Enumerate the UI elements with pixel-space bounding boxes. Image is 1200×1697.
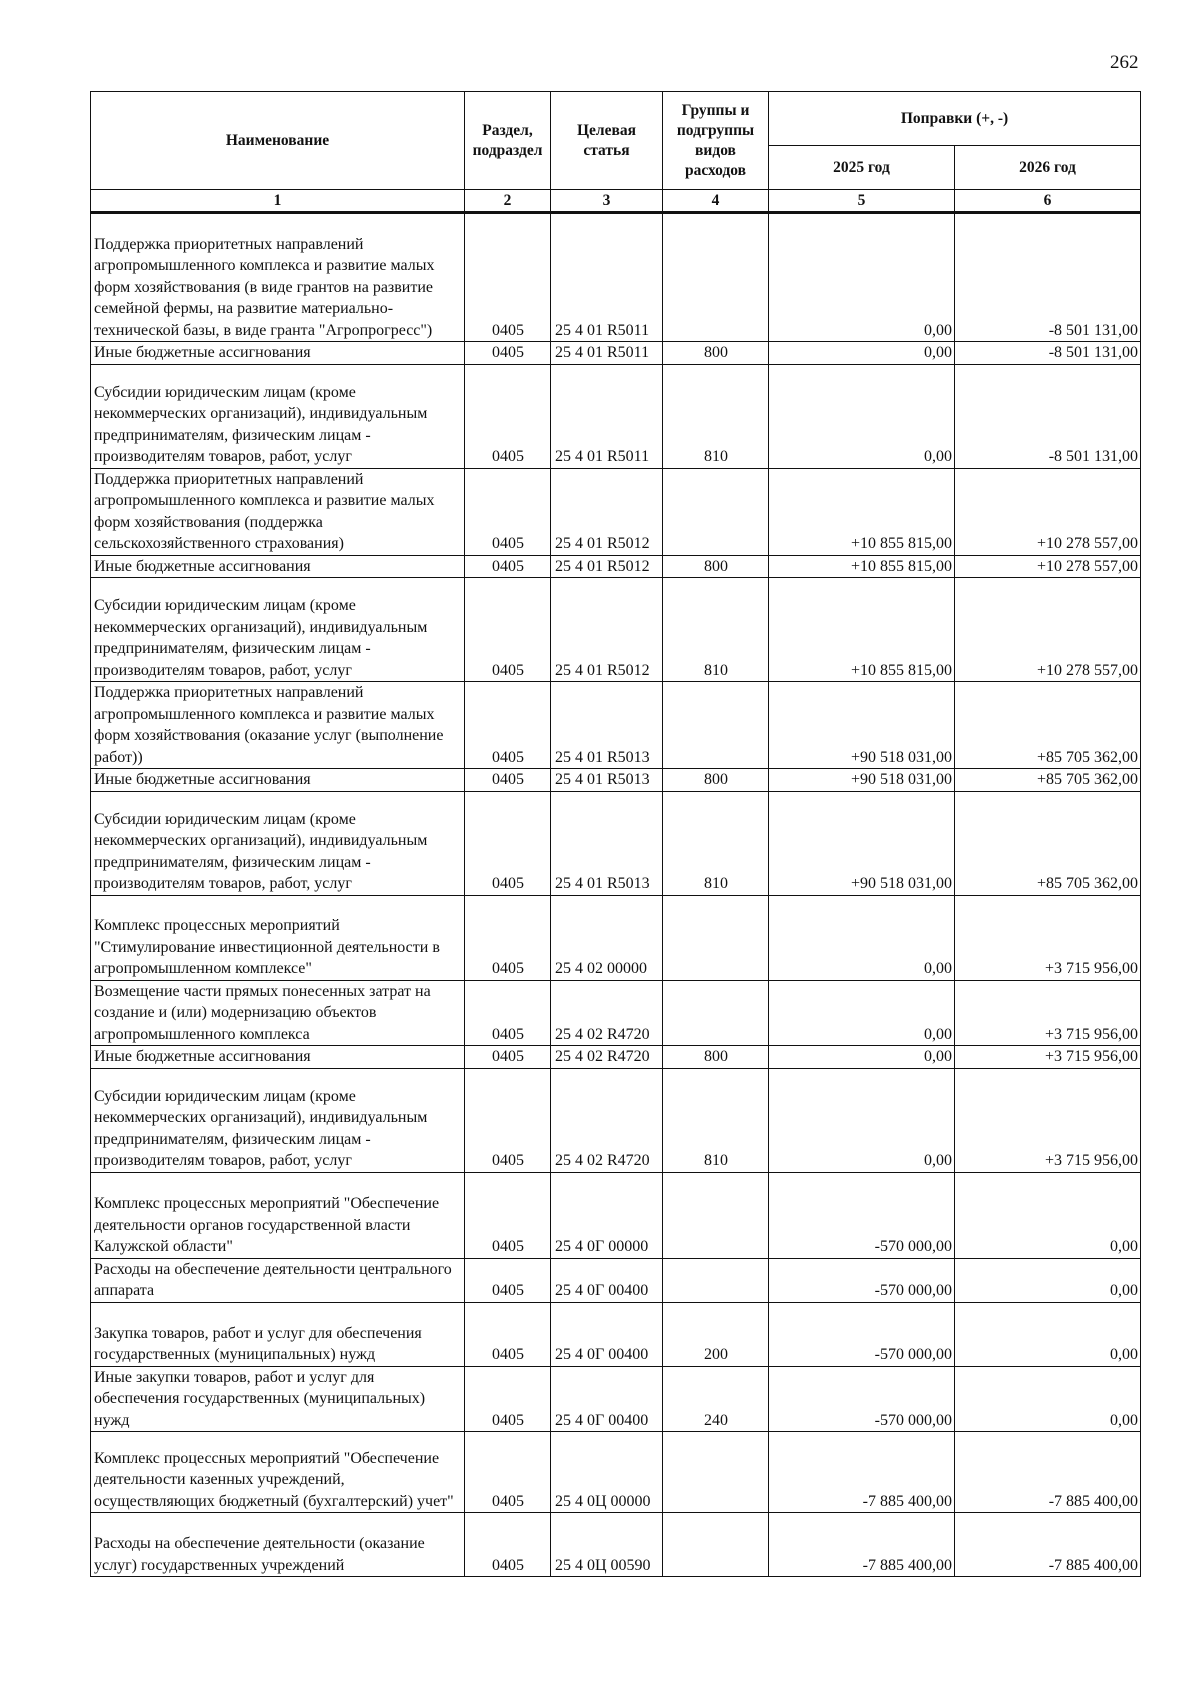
row-amount-2026: -8 501 131,00 [955,364,1141,468]
header-target: Целевая статья [551,92,663,190]
row-name: Иные закупки товаров, работ и услуг для обеспечения государственных (муниципальных) нужд [91,1366,465,1432]
row-section: 0405 [465,1046,551,1069]
header-groups: Группы и подгруппы видов расходов [663,92,769,190]
row-name: Поддержка приоритетных направлений агропромышленного комплекса и развитие малых форм хозяйствования (оказание услуг (выполнение работ)) [91,682,465,769]
row-group [663,468,769,555]
row-amount-2026: +3 715 956,00 [955,1068,1141,1172]
table-row [91,213,1141,342]
row-name: Поддержка приоритетных направлений агропромышленного комплекса и развитие малых форм хозяйствования (в виде грантов на развитие семейной фермы, на развитие материально-технической базы, в виде гранта "Агропрогресс") [91,213,465,342]
row-target: 25 4 01 R5011 [551,213,663,342]
row-group [663,1432,769,1513]
table-row [91,1046,1141,1069]
row-section: 0405 [465,791,551,895]
row-group [663,1513,769,1577]
row-section: 0405 [465,213,551,342]
row-amount-2025: +90 518 031,00 [769,791,955,895]
row-amount-2026: 0,00 [955,1258,1141,1302]
table-row [91,791,1141,895]
column-number: 3 [551,190,663,213]
row-section: 0405 [465,1366,551,1432]
table-row [91,578,1141,682]
row-section: 0405 [465,980,551,1046]
row-target: 25 4 01 R5012 [551,555,663,578]
row-target: 25 4 0Ц 00000 [551,1432,663,1513]
column-number: 1 [91,190,465,213]
row-amount-2025: +90 518 031,00 [769,682,955,769]
row-section: 0405 [465,1172,551,1258]
row-amount-2025: -570 000,00 [769,1366,955,1432]
row-target: 25 4 01 R5013 [551,791,663,895]
row-group: 800 [663,769,769,792]
row-amount-2025: +10 855 815,00 [769,555,955,578]
row-name: Иные бюджетные ассигнования [91,1046,465,1069]
table-row [91,1366,1141,1432]
row-amount-2025: 0,00 [769,1046,955,1069]
row-amount-2026: +3 715 956,00 [955,1046,1141,1069]
header-year-2026: 2026 год [955,146,1141,190]
row-amount-2025: +10 855 815,00 [769,578,955,682]
row-section: 0405 [465,342,551,365]
row-target: 25 4 0Г 00400 [551,1302,663,1366]
row-target: 25 4 02 R4720 [551,1068,663,1172]
row-section: 0405 [465,1432,551,1513]
row-amount-2025: 0,00 [769,1068,955,1172]
row-name: Возмещение части прямых понесенных затрат на создание и (или) модернизацию объектов агропромышленного комплекса [91,980,465,1046]
row-target: 25 4 0Ц 00590 [551,1513,663,1577]
row-amount-2026: +10 278 557,00 [955,555,1141,578]
row-name: Иные бюджетные ассигнования [91,555,465,578]
column-number: 4 [663,190,769,213]
table-row [91,342,1141,365]
row-group [663,1258,769,1302]
row-amount-2025: +90 518 031,00 [769,769,955,792]
row-target: 25 4 01 R5011 [551,342,663,365]
table-row [91,980,1141,1046]
row-target: 25 4 02 00000 [551,895,663,980]
row-amount-2026: -8 501 131,00 [955,213,1141,342]
row-name: Расходы на обеспечение деятельности центрального аппарата [91,1258,465,1302]
budget-amendments-table [90,91,1141,1577]
row-amount-2026: 0,00 [955,1172,1141,1258]
column-number: 5 [769,190,955,213]
row-group: 810 [663,791,769,895]
row-amount-2026: +85 705 362,00 [955,682,1141,769]
row-amount-2026: -7 885 400,00 [955,1513,1141,1577]
table-row [91,682,1141,769]
row-section: 0405 [465,1258,551,1302]
row-target: 25 4 02 R4720 [551,980,663,1046]
row-group [663,895,769,980]
row-target: 25 4 0Г 00400 [551,1258,663,1302]
page-number: 262 [1110,52,1139,73]
row-amount-2025: -570 000,00 [769,1258,955,1302]
row-group: 200 [663,1302,769,1366]
row-section: 0405 [465,364,551,468]
header-name: Наименование [91,92,465,190]
header-section: Раздел, подраздел [465,92,551,190]
row-name: Комплекс процессных мероприятий "Стимулирование инвестиционной деятельности в агропромышленном комплексе" [91,895,465,980]
row-amount-2026: 0,00 [955,1302,1141,1366]
row-amount-2026: +10 278 557,00 [955,468,1141,555]
row-group [663,682,769,769]
row-group: 240 [663,1366,769,1432]
row-amount-2026: +10 278 557,00 [955,578,1141,682]
row-group: 800 [663,342,769,365]
row-amount-2025: +10 855 815,00 [769,468,955,555]
row-group [663,213,769,342]
row-section: 0405 [465,769,551,792]
row-name: Иные бюджетные ассигнования [91,769,465,792]
table-row [91,1513,1141,1577]
table-row [91,555,1141,578]
row-group [663,1172,769,1258]
row-amount-2026: -8 501 131,00 [955,342,1141,365]
table-row [91,895,1141,980]
row-target: 25 4 01 R5013 [551,769,663,792]
row-target: 25 4 01 R5011 [551,364,663,468]
row-name: Поддержка приоритетных направлений агропромышленного комплекса и развитие малых форм хозяйствования (поддержка сельскохозяйственного страхования) [91,468,465,555]
row-amount-2025: 0,00 [769,364,955,468]
column-number: 2 [465,190,551,213]
row-group: 810 [663,1068,769,1172]
row-name: Субсидии юридическим лицам (кроме некоммерческих организаций), индивидуальным предпринимателям, физическим лицам - производителям товаров, работ, услуг [91,1068,465,1172]
table-body [91,213,1141,1577]
row-section: 0405 [465,1513,551,1577]
row-name: Расходы на обеспечение деятельности (оказание услуг) государственных учреждений [91,1513,465,1577]
table-row [91,364,1141,468]
row-name: Субсидии юридическим лицам (кроме некоммерческих организаций), индивидуальным предпринимателям, физическим лицам - производителям товаров, работ, услуг [91,578,465,682]
row-amount-2026: +85 705 362,00 [955,769,1141,792]
row-amount-2025: -570 000,00 [769,1172,955,1258]
column-number: 6 [955,190,1141,213]
row-target: 25 4 0Г 00400 [551,1366,663,1432]
row-amount-2025: 0,00 [769,342,955,365]
row-name: Субсидии юридическим лицам (кроме некоммерческих организаций), индивидуальным предпринимателям, физическим лицам - производителям товаров, работ, услуг [91,791,465,895]
row-target: 25 4 0Г 00000 [551,1172,663,1258]
row-target: 25 4 01 R5012 [551,578,663,682]
row-section: 0405 [465,682,551,769]
row-target: 25 4 01 R5013 [551,682,663,769]
row-name: Закупка товаров, работ и услуг для обеспечения государственных (муниципальных) нужд [91,1302,465,1366]
row-group: 800 [663,1046,769,1069]
row-section: 0405 [465,1068,551,1172]
row-section: 0405 [465,895,551,980]
table-row [91,468,1141,555]
row-group: 810 [663,364,769,468]
row-target: 25 4 02 R4720 [551,1046,663,1069]
row-section: 0405 [465,468,551,555]
row-section: 0405 [465,1302,551,1366]
row-section: 0405 [465,555,551,578]
row-amount-2026: 0,00 [955,1366,1141,1432]
table-row [91,769,1141,792]
row-name: Субсидии юридическим лицам (кроме некоммерческих организаций), индивидуальным предпринимателям, физическим лицам - производителям товаров, работ, услуг [91,364,465,468]
row-amount-2026: +3 715 956,00 [955,895,1141,980]
row-amount-2025: -7 885 400,00 [769,1513,955,1577]
header-amendments: Поправки (+, -) [769,92,1141,146]
row-amount-2025: -570 000,00 [769,1302,955,1366]
row-amount-2025: 0,00 [769,980,955,1046]
row-name: Комплекс процессных мероприятий "Обеспечение деятельности органов государственной власти Калужской области" [91,1172,465,1258]
row-name: Иные бюджетные ассигнования [91,342,465,365]
row-amount-2026: +3 715 956,00 [955,980,1141,1046]
table-row [91,1068,1141,1172]
row-group: 800 [663,555,769,578]
row-amount-2025: 0,00 [769,213,955,342]
row-amount-2025: -7 885 400,00 [769,1432,955,1513]
table-row [91,1258,1141,1302]
row-amount-2025: 0,00 [769,895,955,980]
table-row [91,1432,1141,1513]
row-amount-2026: -7 885 400,00 [955,1432,1141,1513]
row-group: 810 [663,578,769,682]
row-amount-2026: +85 705 362,00 [955,791,1141,895]
table-row [91,1302,1141,1366]
row-name: Комплекс процессных мероприятий "Обеспечение деятельности казенных учреждений, осуществляющих бюджетный (бухгалтерский) учет" [91,1432,465,1513]
row-group [663,980,769,1046]
row-target: 25 4 01 R5012 [551,468,663,555]
row-section: 0405 [465,578,551,682]
table-row [91,1172,1141,1258]
header-year-2025: 2025 год [769,146,955,190]
